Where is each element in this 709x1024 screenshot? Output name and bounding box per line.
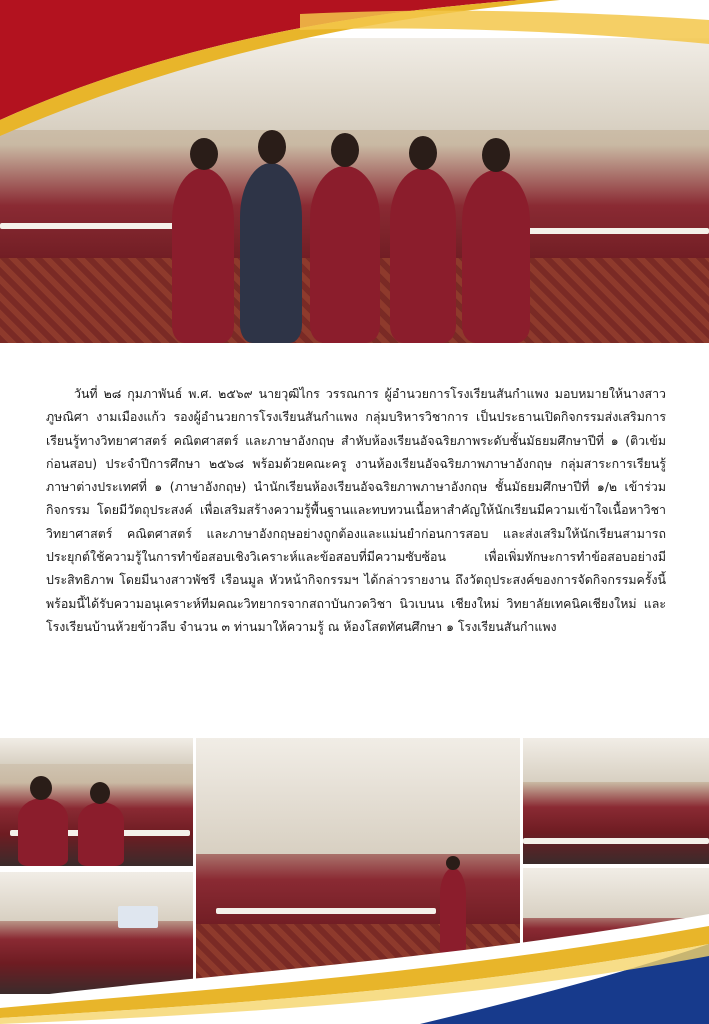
collage-student-head (90, 782, 110, 804)
hero-desk (0, 223, 175, 229)
hero-teacher-head (190, 138, 218, 170)
collage-photo-hall-center (196, 738, 520, 996)
collage-speaker (440, 868, 466, 958)
collage-photo-hall-left (0, 872, 193, 994)
collage-desk (216, 908, 436, 914)
hero-teacher (172, 168, 234, 343)
collage-student (78, 802, 124, 866)
hero-teacher-head (482, 138, 510, 172)
collage-ceiling (0, 872, 193, 921)
collage-ceiling (523, 738, 709, 782)
collage-ceiling (196, 738, 520, 854)
collage-speaker-head (446, 856, 460, 870)
collage-student (18, 798, 68, 866)
collage-photo-classroom-right-top (523, 738, 709, 864)
hero-teacher (462, 170, 530, 343)
hero-teacher-head (331, 133, 359, 167)
collage-desk (523, 838, 709, 844)
hero-guest-head (258, 130, 286, 164)
hero-teacher (390, 168, 456, 343)
hero-ceiling (0, 38, 709, 130)
collage-student-head (30, 776, 52, 800)
hero-photo (0, 38, 709, 343)
article-paragraph: วันที่ ๒๘ กุมภาพันธ์ พ.ศ. ๒๕๖๙ นายวุฒิไกร วรรณการ ผู้อำนวยการโรงเรียนสันกำแพง มอบหมายให้นางสาวภูษณิศา งามเมืองแก้ว รองผู้อำนวยการโรงเรียนสันกำแพง กลุ่มบริหารวิชาการ เป็นประธานเปิดกิจกรรมส่งเสริมการเรียนรู้ทางวิทยาศาสตร์ คณิตศาสตร์ และภาษาอังกฤษ สำหับห้องเรียนอัจฉริยภาพระดับชั้นมัธยมศึกษาปีที่ ๑ (ติวเข้มก่อนสอบ) ประจำปีการศึกษา ๒๕๖๘ พร้อมด้วยคณะครู งานห้องเรียนอัจฉริยภาพภาษาอังกฤษ กลุ่มสาระการเรียนรู้ภาษาต่างประเทศที่ ๑ (ภาษาอังกฤษ) นำนักเรียนห้องเรียนอัจฉริยภาพภาษาอังกฤษ ชั้นมัธยมศึกษาปีที่ ๑/๒ เข้าร่วมกิจกรรม โดยมีวัตถุประสงค์ เพื่อเสริมสร้างความรู้พื้นฐานและทบทวนเนื้อหาสำคัญให้นักเรียนมีความเข้าใจเนื้อหาวิชาวิทยาศาสตร์ คณิตศาสตร์ และภาษาอังกฤษอย่างถูกต้องและแม่นยำก่อนการสอบ และส่งเสริมให้นักเรียนสามารถประยุกต์ใช้ความรู้ในการทำข้อสอบเชิงวิเคราะห์และข้อสอบที่มีความซับซ้อน เพื่อเพิ่มทักษะการทำข้อสอบอย่างมีประสิทธิภาพ โดยมีนางสาวพัชรี เรือนมูล หัวหน้ากิจกรรมฯ ได้กล่าวรายงาน ถึงวัตถุประสงค์ของการจัดกิจกรรมครั้งนี้ พร้อมนี้ได้รับความอนุเคราะห์ทีมคณะวิทยากรจากสถาบันกวดวิชา นิวเบนน เชียงใหม่ วิทยาลัยเทคนิคเชียงใหม่ และโรงเรียนบ้านห้วยข้าวลีบ จำนวน ๓ ท่านมาให้ความรู้ ณ ห้องโสตทัศนศึกษา ๑ โรงเรียนสันกำแพง (46, 386, 666, 634)
collage-ceiling (523, 868, 709, 918)
hero-desk (520, 228, 709, 234)
collage-photo-classroom-right-bottom (523, 868, 709, 978)
collage-screen (118, 906, 158, 928)
collage-ceiling (0, 738, 193, 764)
hero-teacher (310, 166, 380, 343)
hero-guest (240, 163, 302, 343)
collage-photo-students-left (0, 738, 193, 866)
hero-teacher-head (409, 136, 437, 170)
collage-floor (196, 924, 520, 996)
